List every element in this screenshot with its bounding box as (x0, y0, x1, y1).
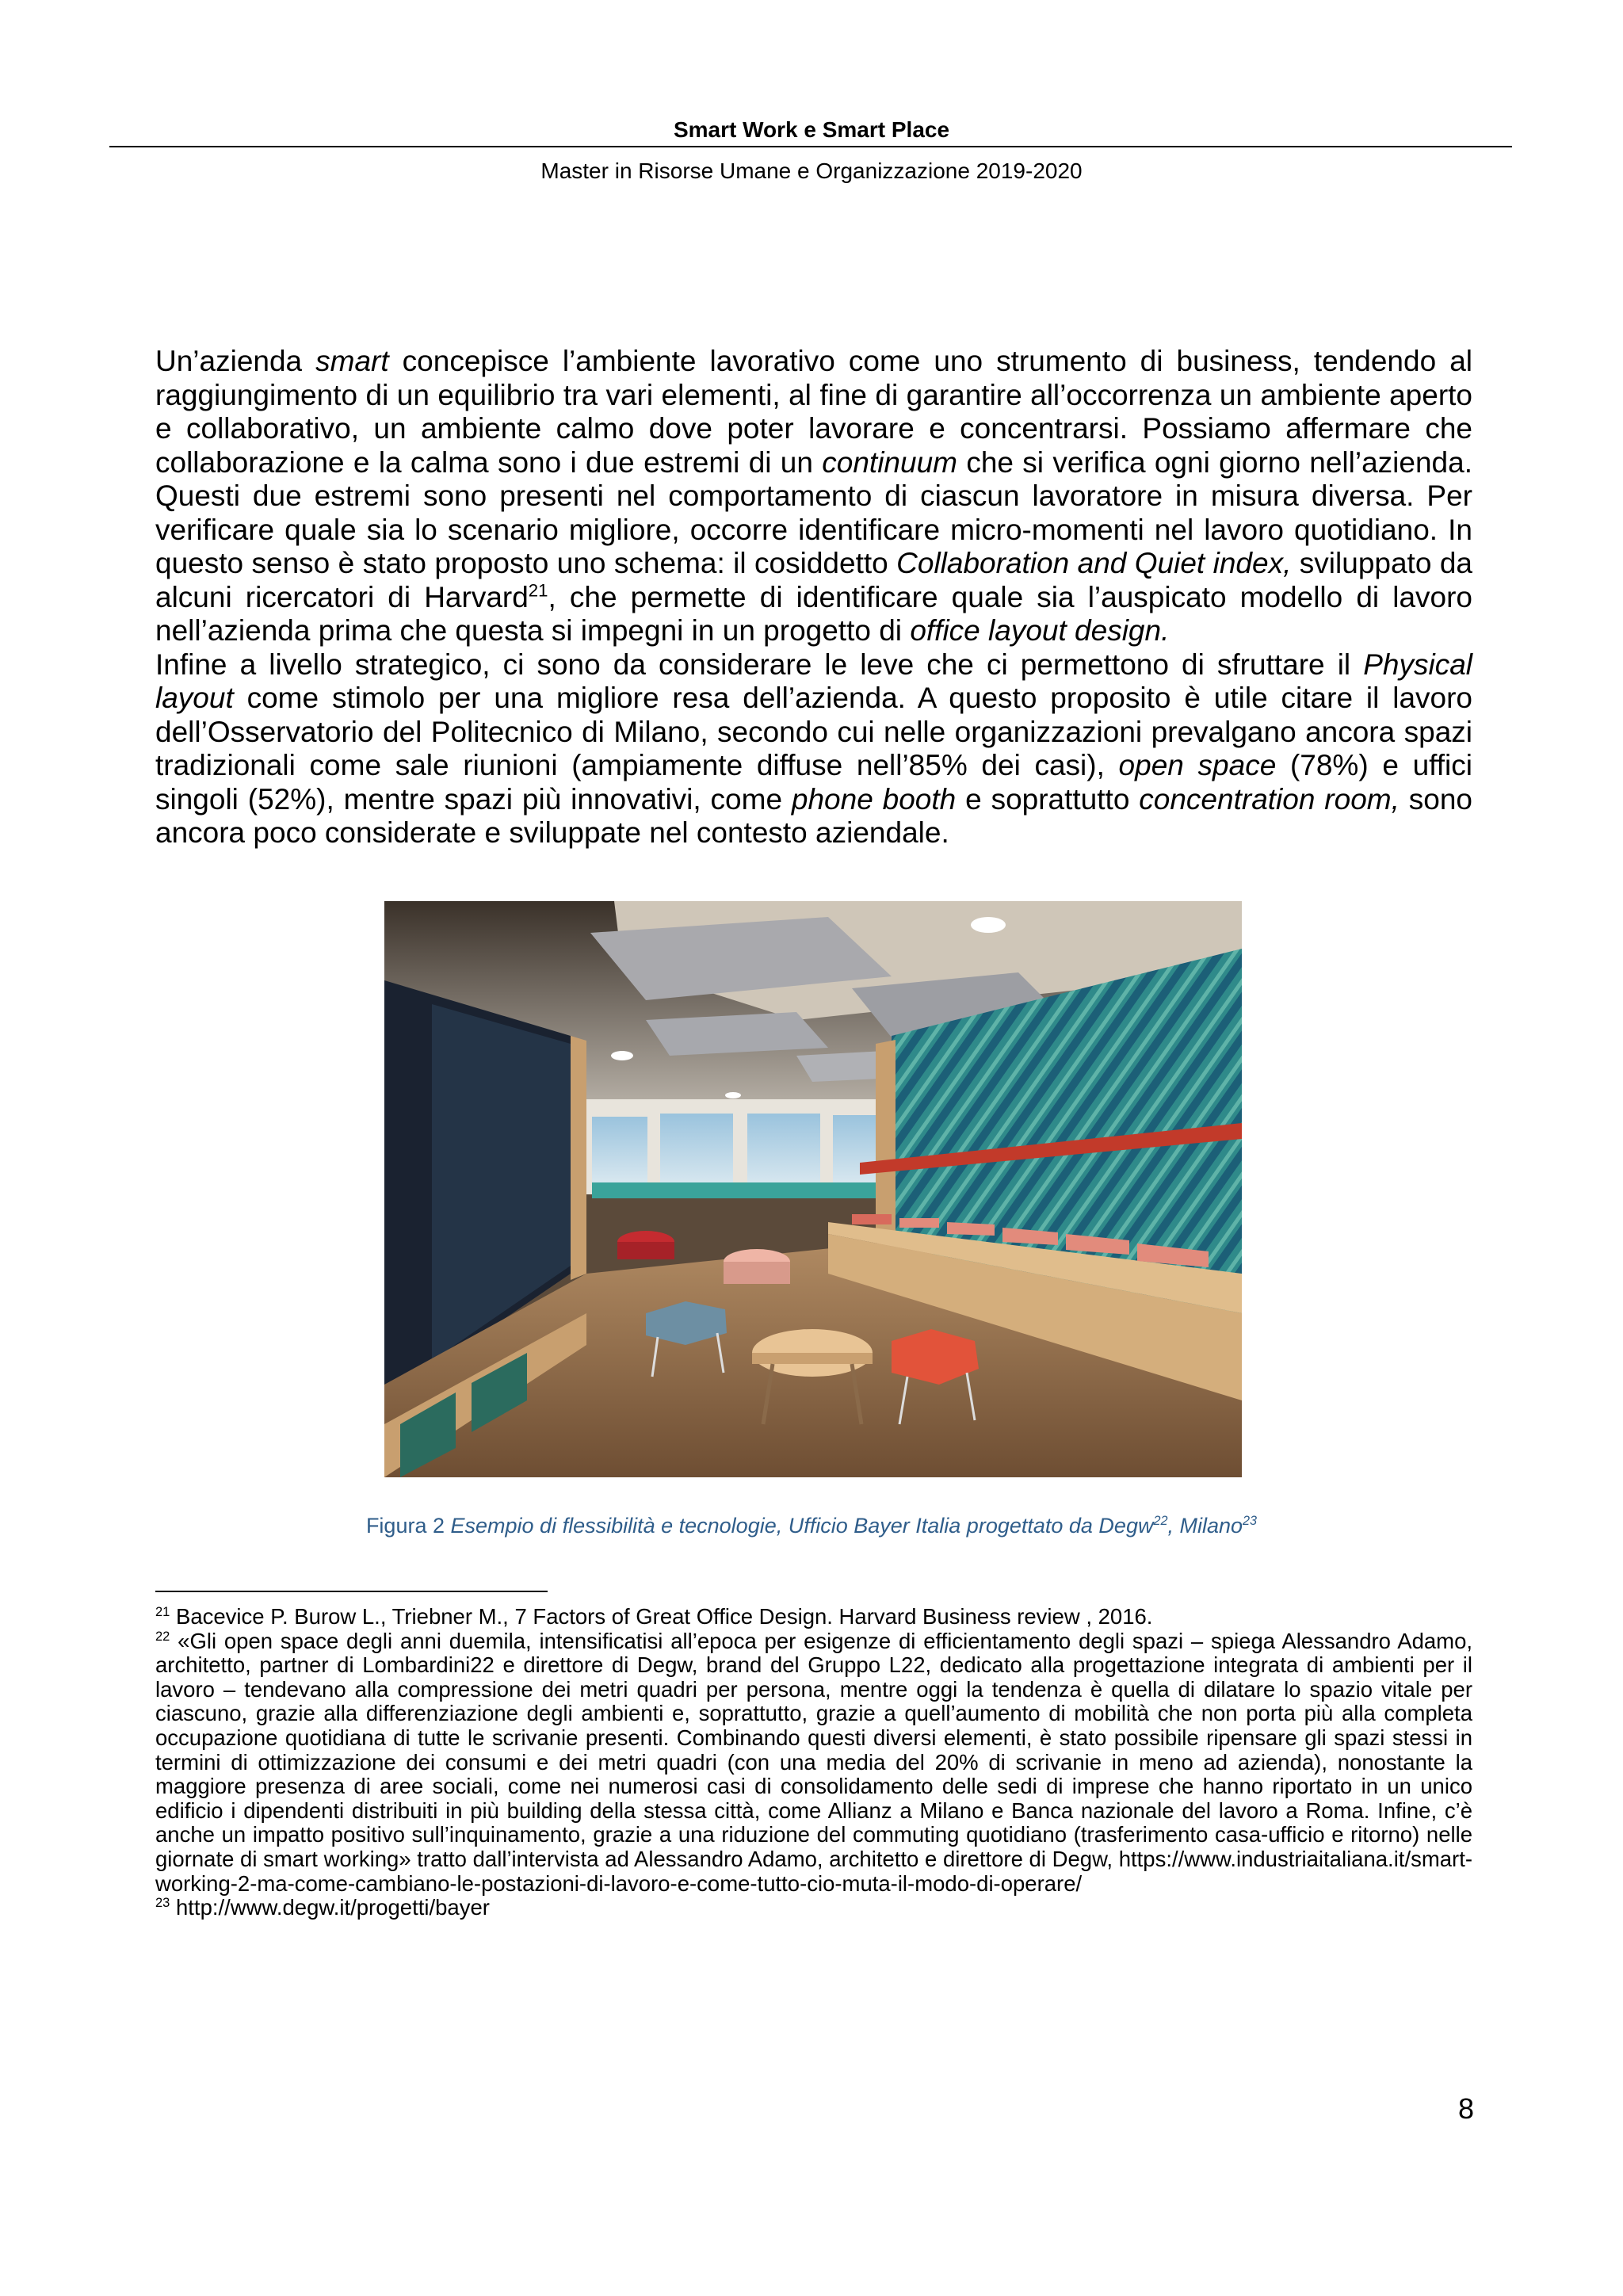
window (592, 1117, 647, 1184)
ceiling-light (971, 917, 1006, 933)
emphasis: smart (315, 345, 389, 377)
window (747, 1114, 820, 1186)
emphasis: phone booth (791, 782, 957, 816)
footnotes (155, 1605, 1472, 1920)
footnote-ref-22[interactable]: 22 (1153, 1514, 1168, 1528)
emphasis: concentration room, (1139, 782, 1400, 816)
paragraph: Infine a livello strategico, ci sono da considerare le leve che ci permettono di sfruttare il Physical layout come stimolo per una migliore resa dell’azienda. A questo proposito è utile citare il lavoro dell’Osservatorio del Politecnico di Milano, secondo cui nelle organizzazioni prevalgano ancora spazi tradizionali come sale riunioni (ampiamente diffuse nell’85% dei casi), open space (78%) e uffici singoli (52%), mentre spazi più innovativi, come phone booth e soprattutto concentration room, sono ancora poco considerate e sviluppate nel contesto aziendale. (155, 648, 1473, 849)
footnote-ref-21[interactable]: 21 (528, 580, 548, 601)
running-header-title: Smart Work e Smart Place (673, 117, 950, 142)
figure-office-photo (384, 901, 1242, 1477)
footnote-ref-23[interactable]: 23 (1243, 1514, 1258, 1528)
emphasis: Physical layout (155, 648, 1472, 714)
office-interior-illustration (384, 901, 1242, 1477)
footnote-23: $^{23}$ http://www.degw.it/progetti/bayer (155, 1895, 490, 1920)
header-rule (109, 146, 1512, 147)
wall-trim (571, 1036, 586, 1280)
emphasis: continuum (822, 445, 957, 479)
body-text (155, 345, 1472, 850)
seat-cushion (947, 1222, 995, 1236)
footnote-separator (155, 1591, 548, 1592)
footnote-21: $^{21}$ Bacevice P. Burow L., Triebner M., 7 Factors of Great Office Design. Harvard Business review , 2016. (155, 1604, 1153, 1629)
seat-cushion (899, 1218, 939, 1228)
teal-bench (592, 1182, 893, 1198)
page-number: 8 (1457, 2092, 1474, 2125)
footnote-22: $^{22}$ «Gli open space degli anni duemila, intensificatisi all’epoca per esigenze di efficientamento degli spazi – spiega Alessandro Adamo, architetto, partner di Lombardini22 e direttore di Degw, brand del Gruppo L22, dedicato alla progettazione integrata di ambienti per il lavoro – tendevano alla compressione dei metri quadri per persona, mentre oggi la tendenza è quella di dilatare lo spazio vitale per ciascuno, grazie alla differenziazione degli ambienti e, soprattutto, grazie a quell’aumento di mobilità che non porta più alla completa occupazione quotidiana di tutte le scrivanie presenti. Combinando questi diversi elementi, è stato possibile ripensare gli spazi stessi in termini di ottimizzazione dei consumi e dei metri quadri (con una media del 20% di scrivanie in meno ad azienda), nonostante la maggiore presenza di aree sociali, come nei numerosi casi di consolidamento delle sedi di imprese che hanno riportato in un unico edificio i dipendenti distribuiti in più building della stessa città, come Allianz a Milano e Banca nazionale del lavoro a Roma. Infine, c’è anche un impatto positivo sull’inquinamento, grazie a una riduzione del commuting quotidiano (trasferimento casa-ufficio e ritorno) nelle giornate di smart working» tratto dall’intervista ad Alessandro Adamo, architetto e direttore di Degw, https://www.industriaitaliana.it/smart-working-2-ma-come-cambiano-le-postazioni-di-lavoro-e-come-tutto-cio-muta-il-modo-di-operare/ (155, 1628, 1472, 1896)
wood-frame (876, 1040, 896, 1242)
figure-caption: Figura 2 Esempio di flessibilità e tecnologie, Ufficio Bayer Italia progettato da Degw$^{22}$, Milano$^{23}$ (365, 1514, 1258, 1538)
ceiling-light (611, 1051, 633, 1060)
ceiling-light (725, 1092, 741, 1098)
emphasis: office layout design. (910, 614, 1170, 647)
emphasis: Collaboration and Quiet index, (896, 547, 1292, 579)
seat-cushion (852, 1214, 892, 1224)
emphasis: open space (1118, 749, 1277, 781)
paragraph: Un’azienda smart concepisce l’ambiente lavorativo come uno strumento di business, tendendo al raggiungimento di un equilibrio tra vari elementi, al fine di garantire all’occorrenza un ambiente aperto e collaborativo, un ambiente calmo dove poter lavorare e concentrarsi. Possiamo affermare che collaborazione e la calma sono i due estremi di un continuum che si verifica ogni giorno nell’azienda. Questi due estremi sono presenti nel comportamento di ciascun lavoratore in misura diversa. Per verificare quale sia lo scenario migliore, occorre identificare micro-momenti nel lavoro quotidiano. In questo senso è stato proposto uno schema: il cosiddetto Collaboration and Quiet index, sviluppato da alcuni ricercatori di Harvard$^{21}$, che permette di identificare quale sia l’auspicato modello di lavoro nell’azienda prima che questa si impegni in un progetto di office layout design. (155, 345, 1472, 647)
window (660, 1114, 733, 1186)
running-header-subtitle: Master in Risorse Umane e Organizzazione 2019-2020 (540, 159, 1083, 183)
